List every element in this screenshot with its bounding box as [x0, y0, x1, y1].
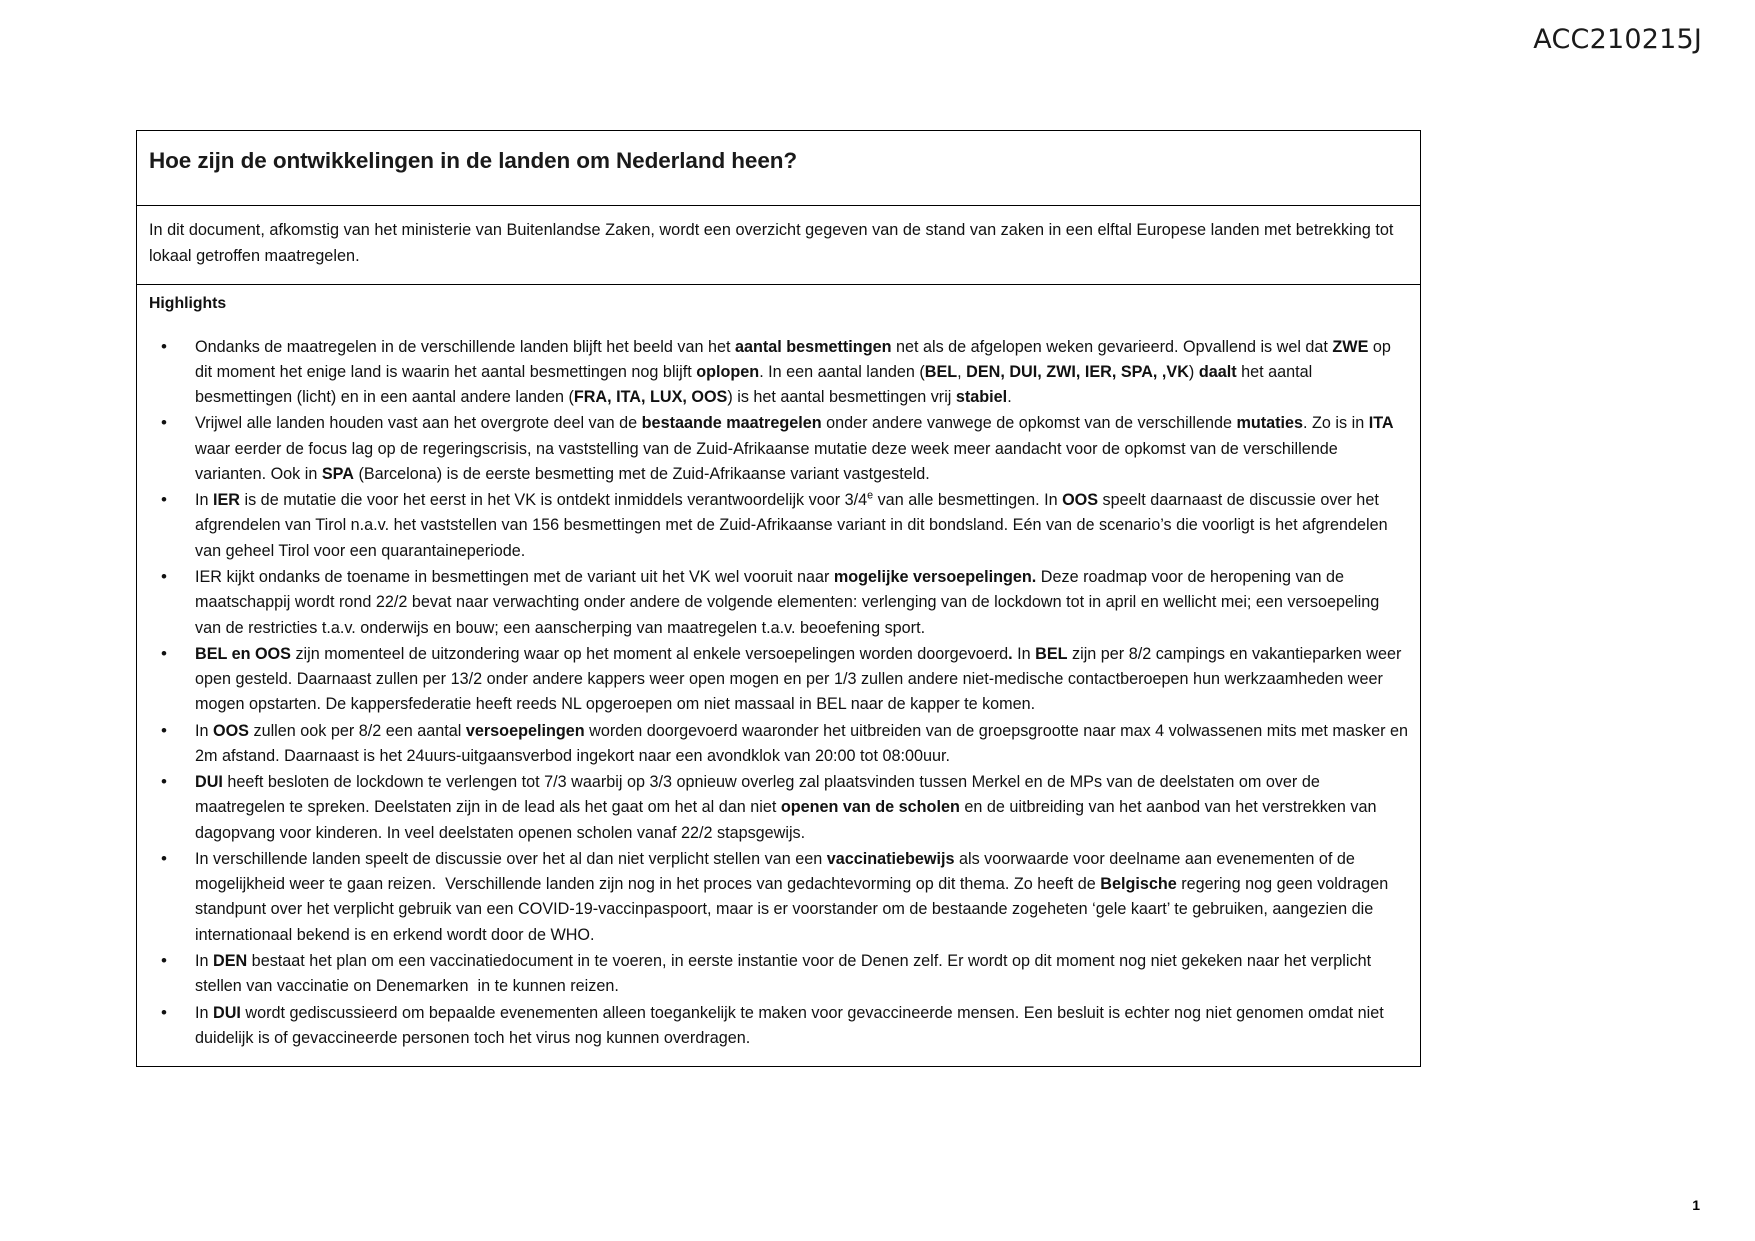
highlights-list	[149, 335, 1408, 1051]
list-item: • IER kijkt ondanks de toename in besmettingen met de variant uit het VK wel vooruit naar mogelijke versoepelingen. Deze roadmap voor de heropening van de maatschappij wordt rond 22/2 bevat naar verwachting onder andere de volgende elementen: verlenging van de lockdown tot in april en wellicht mei; een versoepeling van de restricties t.a.v. onderwijs en bouw; een aanscherping van maatregelen t.a.v. beoefening sport.	[149, 565, 1408, 641]
list-item: • In OOS zullen ook per 8/2 een aantal versoepelingen worden doorgevoerd waaronder het uitbreiden van de groepsgrootte naar max 4 volwassenen mits met masker en 2m afstand. Daarnaast is het 24uurs-uitgaansverbod ingekort naar een avondklok van 20:00 tot 08:00uur.	[149, 719, 1408, 770]
document-code: ACC210215J	[1533, 24, 1702, 55]
page-title: Hoe zijn de ontwikkelingen in de landen om Nederland heen?	[149, 148, 798, 173]
page-number: 1	[1692, 1197, 1700, 1213]
list-item: • In verschillende landen speelt de discussie over het al dan niet verplicht stellen van een vaccinatiebewijs als voorwaarde voor deelname aan evenementen of de mogelijkheid weer te gaan reizen. Verschillende landen zijn nog in het proces van gedachtevorming op dit thema. Zo heeft de Belgische regering nog geen voldragen standpunt over het verplicht gebruik van een COVID-19-vaccinpaspoort, maar is er voorstander om de bestaande zogeheten ‘gele kaart’ te gebruiken, aangezien die internationaal bekend is en erkend wordt door de WHO.	[149, 847, 1408, 948]
list-item: • DUI heeft besloten de lockdown te verlengen tot 7/3 waarbij op 3/3 opnieuw overleg zal plaatsvinden tussen Merkel en de MPs van de deelstaten om over de maatregelen te spreken. Deelstaten zijn in de lead als het gaat om het al dan niet openen van de scholen en de uitbreiding van het aanbod van het verstrekken van dagopvang voor kinderen. In veel deelstaten openen scholen vanaf 22/2 stapsgewijs.	[149, 770, 1408, 846]
list-item: • Vrijwel alle landen houden vast aan het overgrote deel van de bestaande maatregelen onder andere vanwege de opkomst van de verschillende mutaties. Zo is in ITA waar eerder de focus lag op de regeringscrisis, na vaststelling van de Zuid-Afrikaanse mutatie deze week meer aandacht voor de opkomst van de verschillende varianten. Ook in SPA (Barcelona) is de eerste besmetting met de Zuid-Afrikaanse variant vastgesteld.	[149, 411, 1408, 487]
highlights-row	[137, 285, 1420, 1066]
document-table	[136, 130, 1421, 1067]
list-item: • Ondanks de maatregelen in de verschillende landen blijft het beeld van het aantal besmettingen net als de afgelopen weken gevarieerd. Opvallend is wel dat ZWE op dit moment het enige land is waarin het aantal besmettingen nog blijft oplopen. In een aantal landen (BEL, DEN, DUI, ZWI, IER, SPA, ,VK) daalt het aantal besmettingen (licht) en in een aantal andere landen (FRA, ITA, LUX, OOS) is het aantal besmettingen vrij stabiel.	[149, 335, 1408, 411]
intro-row	[137, 206, 1420, 284]
list-item: • In DUI wordt gediscussieerd om bepaalde evenementen alleen toegankelijk te maken voor gevaccineerde mensen. Een besluit is echter nog niet genomen omdat niet duidelijk is of gevaccineerde personen toch het virus nog kunnen overdragen.	[149, 1001, 1408, 1052]
list-item: • BEL en OOS zijn momenteel de uitzondering waar op het moment al enkele versoepelingen worden doorgevoerd. In BEL zijn per 8/2 campings en vakantieparken weer open gesteld. Daarnaast zullen per 13/2 onder andere kappers weer open mogen en per 1/3 zullen andere niet-medische contactberoepen hun werkzaamheden weer mogen opstarten. De kappersfederatie heeft reeds NL opgeroepen om niet massaal in BEL naar de kapper te komen.	[149, 642, 1408, 718]
list-item: • In IER is de mutatie die voor het eerst in het VK is ontdekt inmiddels verantwoordelijk voor 3/4e van alle besmettingen. In OOS speelt daarnaast de discussie over het afgrendelen van Tirol n.a.v. het vaststellen van 156 besmettingen met de Zuid-Afrikaanse variant in dit bondsland. Eén van de scenario’s die voorligt is het afgrendelen van geheel Tirol voor een quarantaineperiode.	[149, 488, 1408, 564]
intro-paragraph: In dit document, afkomstig van het ministerie van Buitenlandse Zaken, wordt een overzicht gegeven van de stand van zaken in een elftal Europese landen met betrekking tot lokaal getroffen maatregelen.	[149, 221, 1394, 265]
list-item: • In DEN bestaat het plan om een vaccinatiedocument in te voeren, in eerste instantie voor de Denen zelf. Er wordt op dit moment nog niet gekeken naar het verplicht stellen van vaccinatie on Denemarken in te kunnen reizen.	[149, 949, 1408, 1000]
title-row	[137, 131, 1420, 206]
highlights-heading: Highlights	[149, 294, 227, 312]
